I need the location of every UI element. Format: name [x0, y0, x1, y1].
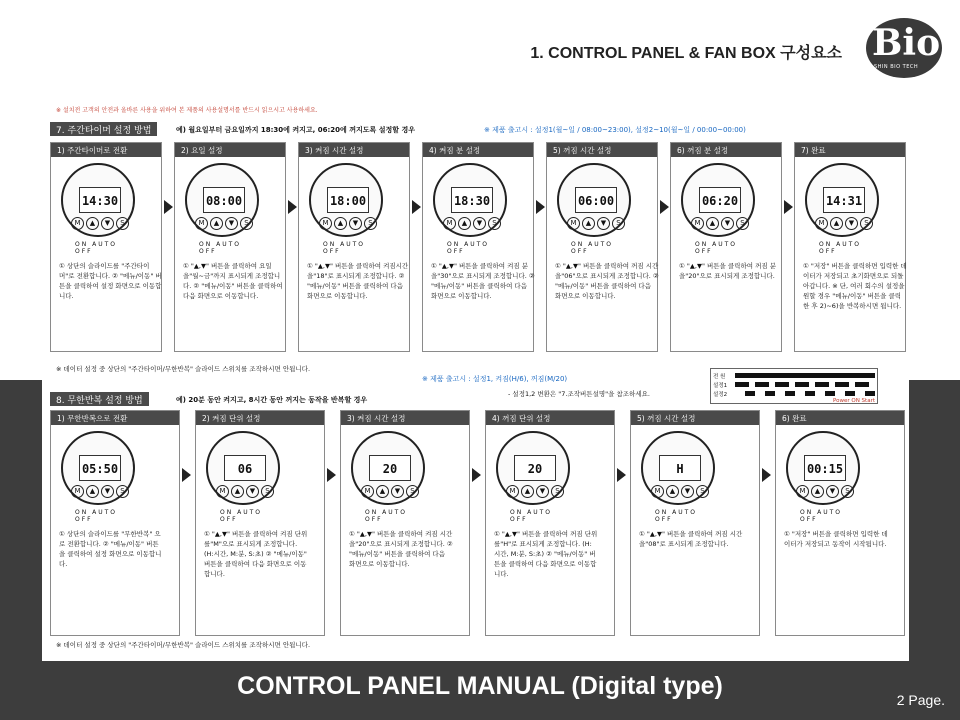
legend-power-bar	[735, 373, 875, 378]
menu-button: M	[691, 217, 704, 230]
save-button: S	[261, 485, 274, 498]
s7-step-panel	[422, 142, 534, 352]
timer-dial	[681, 163, 755, 237]
down-button: ▼	[349, 217, 362, 230]
step-title: 2) 켜짐 단위 설정	[196, 411, 324, 425]
next-step-arrow	[536, 200, 545, 214]
save-button: S	[860, 217, 873, 230]
s8-step-panel	[630, 410, 760, 636]
step-title: 1) 주간타이머로 전환	[51, 143, 161, 157]
up-button: ▲	[458, 217, 471, 230]
up-button: ▲	[231, 485, 244, 498]
timer-dial	[641, 431, 715, 505]
lcd-display: 08:00	[203, 187, 245, 213]
down-button: ▼	[597, 217, 610, 230]
up-button: ▲	[86, 485, 99, 498]
mode-labels: ON AUTO OFF	[220, 509, 263, 523]
mode-labels: ON AUTO OFF	[447, 241, 490, 255]
save-button: S	[240, 217, 253, 230]
page-header: 1. CONTROL PANEL & FAN BOX 구성요소	[530, 45, 842, 62]
up-button: ▲	[86, 217, 99, 230]
down-button: ▼	[536, 485, 549, 498]
menu-button: M	[361, 485, 374, 498]
mode-labels: ON AUTO OFF	[199, 241, 242, 255]
step-instructions: ① 상단의 슬라이드를 "무한반복" 으로 전환합니다. ② "메뉴/이동" 버튼을 클릭하여 설정 화면으로 이동합니다.	[59, 530, 162, 568]
step-title: 6) 완료	[776, 411, 904, 425]
s8-step-panel	[775, 410, 905, 636]
timer-dial	[805, 163, 879, 237]
s7-step-panel	[50, 142, 162, 352]
next-step-arrow	[617, 468, 626, 482]
save-button: S	[612, 217, 625, 230]
save-button: S	[116, 485, 129, 498]
section-8-factory-note: ※ 제품 출고시 : 설정1, 켜짐(H/6), 꺼짐(M/20)	[422, 375, 568, 383]
timer-dial	[309, 163, 383, 237]
section-7-example: 예) 월요일부터 금요일까지 18:30에 켜지고, 06:20에 꺼지도록 설정할 경우	[176, 126, 415, 134]
timer-button-row	[319, 217, 377, 231]
s7-step-panel	[298, 142, 410, 352]
up-button: ▲	[334, 217, 347, 230]
mode-labels: ON AUTO OFF	[695, 241, 738, 255]
save-button: S	[488, 217, 501, 230]
timing-legend	[710, 368, 878, 404]
save-button: S	[364, 217, 377, 230]
timer-device	[805, 163, 879, 253]
menu-button: M	[506, 485, 519, 498]
timer-device	[557, 163, 631, 253]
s8-step-panel	[195, 410, 325, 636]
timer-button-row	[796, 485, 854, 499]
timer-device	[433, 163, 507, 253]
timer-dial	[496, 431, 570, 505]
legend-setting1: 설정1	[713, 382, 728, 389]
section-8-example: 예) 20분 동안 켜지고, 8시간 동안 꺼지는 동작을 반복할 경우	[176, 396, 368, 404]
step-instructions: ① "▲,▼" 버튼을 클릭하여 꺼짐 단위를"H"로 표시되게 조정합니다. (H:시간, M:분, S:초) ② "메뉴/이동" 버튼을 클릭하여 다음 화면으로 이동합니다.	[494, 530, 598, 578]
up-button: ▲	[830, 217, 843, 230]
s7-step-panel	[546, 142, 658, 352]
lcd-display: 18:30	[451, 187, 493, 213]
next-step-arrow	[288, 200, 297, 214]
timer-button-row	[71, 217, 129, 231]
down-button: ▼	[681, 485, 694, 498]
step-title: 6) 꺼짐 분 설정	[671, 143, 781, 157]
lcd-display: 14:31	[823, 187, 865, 213]
lcd-display: 18:00	[327, 187, 369, 213]
up-button: ▲	[582, 217, 595, 230]
step-instructions: ① "저장" 버튼을 클릭하면 입력한 데이터가 저장되고 동작이 시작됩니다.	[784, 530, 888, 548]
lcd-display: 20	[514, 455, 556, 481]
logo-text: Bio	[872, 22, 941, 64]
step-title: 3) 켜짐 시간 설정	[341, 411, 469, 425]
mode-labels: ON AUTO OFF	[510, 509, 553, 523]
timer-button-row	[71, 485, 129, 499]
save-button: S	[406, 485, 419, 498]
down-button: ▼	[473, 217, 486, 230]
up-button: ▲	[376, 485, 389, 498]
mode-labels: ON AUTO OFF	[75, 241, 118, 255]
down-button: ▼	[826, 485, 839, 498]
footer-title: CONTROL PANEL MANUAL (Digital type)	[237, 672, 723, 700]
timer-dial	[61, 163, 135, 237]
menu-button: M	[71, 485, 84, 498]
legend-setting1-bar	[735, 382, 875, 387]
mode-labels: ON AUTO OFF	[323, 241, 366, 255]
menu-button: M	[796, 485, 809, 498]
menu-button: M	[195, 217, 208, 230]
mode-labels: ON AUTO OFF	[819, 241, 862, 255]
timer-button-row	[815, 217, 873, 231]
menu-button: M	[815, 217, 828, 230]
timer-device	[61, 431, 135, 521]
timer-dial	[433, 163, 507, 237]
s7-step-panel	[670, 142, 782, 352]
step-instructions: ① "▲,▼" 버튼을 클릭하여 요일을"월~금"까지 표시되게 조정합니다. ② "메뉴/이동" 버튼을 클릭하여 다음 화면으로 이동합니다.	[183, 262, 283, 300]
step-title: 5) 꺼짐 시간 설정	[547, 143, 657, 157]
step-title: 4) 켜짐 분 설정	[423, 143, 533, 157]
down-button: ▼	[246, 485, 259, 498]
save-button: S	[736, 217, 749, 230]
logo-subtext: SHIN BIO TECH	[874, 64, 919, 70]
timer-dial	[185, 163, 259, 237]
step-instructions: ① "▲,▼" 버튼을 클릭하여 켜짐 단위를"M"으로 표시되게 조정합니다. (H:시간, M:분, S:초) ② "메뉴/이동" 버튼을 클릭하여 다음 화면으로 이동합니다.	[204, 530, 308, 578]
next-step-arrow	[472, 468, 481, 482]
step-title: 4) 꺼짐 단위 설정	[486, 411, 614, 425]
step-instructions: ① "▲,▼" 버튼을 클릭하여 켜짐 시간을"20"으로 표시되게 조정합니다. ② "메뉴/이동" 버튼을 클릭하여 다음 화면으로 이동합니다.	[349, 530, 453, 568]
legend-power: 전 원	[713, 373, 726, 380]
step-instructions: ① "▲,▼" 버튼을 클릭하여 꺼짐 시간을"06"으로 표시되게 조정합니다. ② "메뉴/이동" 버튼을 클릭하여 다음 화면으로 이동합니다.	[555, 262, 659, 300]
step-title: 1) 무한반복으로 전환	[51, 411, 179, 425]
lcd-display: H	[659, 455, 701, 481]
next-step-arrow	[762, 468, 771, 482]
next-step-arrow	[164, 200, 173, 214]
page-number: 2 Page.	[896, 692, 945, 708]
up-button: ▲	[210, 217, 223, 230]
step-title: 2) 요일 설정	[175, 143, 285, 157]
timer-button-row	[443, 217, 501, 231]
step-title: 5) 꺼짐 시간 설정	[631, 411, 759, 425]
menu-button: M	[651, 485, 664, 498]
menu-button: M	[443, 217, 456, 230]
timer-dial	[61, 431, 135, 505]
up-button: ▲	[666, 485, 679, 498]
timer-device	[206, 431, 280, 521]
section-7-title: 7. 주간타이머 설정 방법	[50, 122, 157, 136]
warning-text: ※ 설치전 고객의 안전과 올바른 사용을 위하여 본 제품의 사용설명서를 반드시 읽으시고 사용하세요.	[56, 107, 318, 114]
menu-button: M	[216, 485, 229, 498]
timer-button-row	[216, 485, 274, 499]
section-7-factory-note: ※ 제품 출고시 : 설정1(월~일 / 08:00~23:00), 설정2~10(월~일 / 00:00~00:00)	[484, 126, 746, 134]
timer-button-row	[691, 217, 749, 231]
s8-step-panel	[485, 410, 615, 636]
manual-document	[42, 100, 909, 661]
lcd-display: 20	[369, 455, 411, 481]
step-instructions: ① "▲,▼" 버튼을 클릭하여 켜짐 분을"30"으로 표시되게 조정합니다. ② "메뉴/이동" 버튼을 클릭하여 다음 화면으로 이동합니다.	[431, 262, 535, 300]
step-instructions: ① "저장" 버튼을 클릭하면 입력한 데이터가 저장되고 초기화면으로 되돌아갑니다. ※ 단, 여러 회수의 설정을 원할 경우 "메뉴/이동" 버튼을 클릭한 후 2)~6)을 반복하시면 됩니다.	[803, 262, 907, 310]
section-8-title: 8. 무한반복 설정 방법	[50, 392, 149, 406]
up-button: ▲	[706, 217, 719, 230]
timer-device	[61, 163, 135, 253]
timer-device	[641, 431, 715, 521]
timer-dial	[206, 431, 280, 505]
section-8-ref-note: - 설정1,2 변환은 "7.조작버튼설명"을 참조하세요.	[508, 390, 650, 398]
s7-step-panel	[174, 142, 286, 352]
mode-labels: ON AUTO OFF	[800, 509, 843, 523]
next-step-arrow	[784, 200, 793, 214]
step-instructions: ① 상단의 슬라이드를 "주간타이머"로 전환합니다. ② "메뉴/이동" 버튼을 클릭하여 설정 화면으로 이동합니다.	[59, 262, 162, 300]
timer-dial	[557, 163, 631, 237]
step-title: 7) 완료	[795, 143, 905, 157]
next-step-arrow	[327, 468, 336, 482]
next-step-arrow	[660, 200, 669, 214]
legend-footer: Power ON Start	[832, 398, 875, 404]
lcd-display: 14:30	[79, 187, 121, 213]
next-step-arrow	[182, 468, 191, 482]
legend-setting2-bar	[735, 391, 875, 396]
mode-labels: ON AUTO OFF	[75, 509, 118, 523]
s8-step-panel	[50, 410, 180, 636]
up-button: ▲	[521, 485, 534, 498]
timer-button-row	[567, 217, 625, 231]
menu-button: M	[567, 217, 580, 230]
timer-device	[786, 431, 860, 521]
save-button: S	[116, 217, 129, 230]
lcd-display: 06:00	[575, 187, 617, 213]
next-step-arrow	[412, 200, 421, 214]
timer-device	[309, 163, 383, 253]
lcd-display: 06	[224, 455, 266, 481]
mode-labels: ON AUTO OFF	[655, 509, 698, 523]
down-button: ▼	[101, 485, 114, 498]
lcd-display: 06:20	[699, 187, 741, 213]
timer-button-row	[506, 485, 564, 499]
mode-labels: ON AUTO OFF	[571, 241, 614, 255]
timer-button-row	[651, 485, 709, 499]
s8-step-panel	[340, 410, 470, 636]
timer-device	[496, 431, 570, 521]
menu-button: M	[319, 217, 332, 230]
save-button: S	[841, 485, 854, 498]
timer-button-row	[361, 485, 419, 499]
down-button: ▼	[391, 485, 404, 498]
timer-device	[681, 163, 755, 253]
save-button: S	[551, 485, 564, 498]
step-title: 3) 켜짐 시간 설정	[299, 143, 409, 157]
save-button: S	[696, 485, 709, 498]
section-8-bottom-note: ※ 데이터 설정 중 상단의 "주간타이머/무한반복" 슬라이드 스위치를 조작하시면 안됩니다.	[56, 641, 311, 649]
down-button: ▼	[721, 217, 734, 230]
timer-dial	[351, 431, 425, 505]
section-7-bottom-note: ※ 데이터 설정 중 상단의 "주간타이머/무한반복" 슬라이드 스위치를 조작하시면 안됩니다.	[56, 365, 311, 373]
down-button: ▼	[225, 217, 238, 230]
timer-dial	[786, 431, 860, 505]
mode-labels: ON AUTO OFF	[365, 509, 408, 523]
legend-setting2: 설정2	[713, 391, 728, 398]
down-button: ▼	[845, 217, 858, 230]
menu-button: M	[71, 217, 84, 230]
timer-device	[185, 163, 259, 253]
up-button: ▲	[811, 485, 824, 498]
step-instructions: ① "▲,▼" 버튼을 클릭하여 꺼짐 시간을"08"로 표시되게 조정합니다.	[639, 530, 743, 548]
timer-button-row	[195, 217, 253, 231]
lcd-display: 05:50	[79, 455, 121, 481]
down-button: ▼	[101, 217, 114, 230]
lcd-display: 00:15	[804, 455, 846, 481]
s7-step-panel	[794, 142, 906, 352]
timer-device	[351, 431, 425, 521]
bio-logo	[866, 18, 942, 78]
step-instructions: ① "▲,▼" 버튼을 클릭하여 꺼짐 분을"20"으로 표시되게 조정합니다.	[679, 262, 776, 280]
step-instructions: ① "▲,▼" 버튼을 클릭하여 켜짐시간을"18"로 표시되게 조정합니다. ② "메뉴/이동" 버튼을 클릭하여 다음 화면으로 이동합니다.	[307, 262, 409, 300]
